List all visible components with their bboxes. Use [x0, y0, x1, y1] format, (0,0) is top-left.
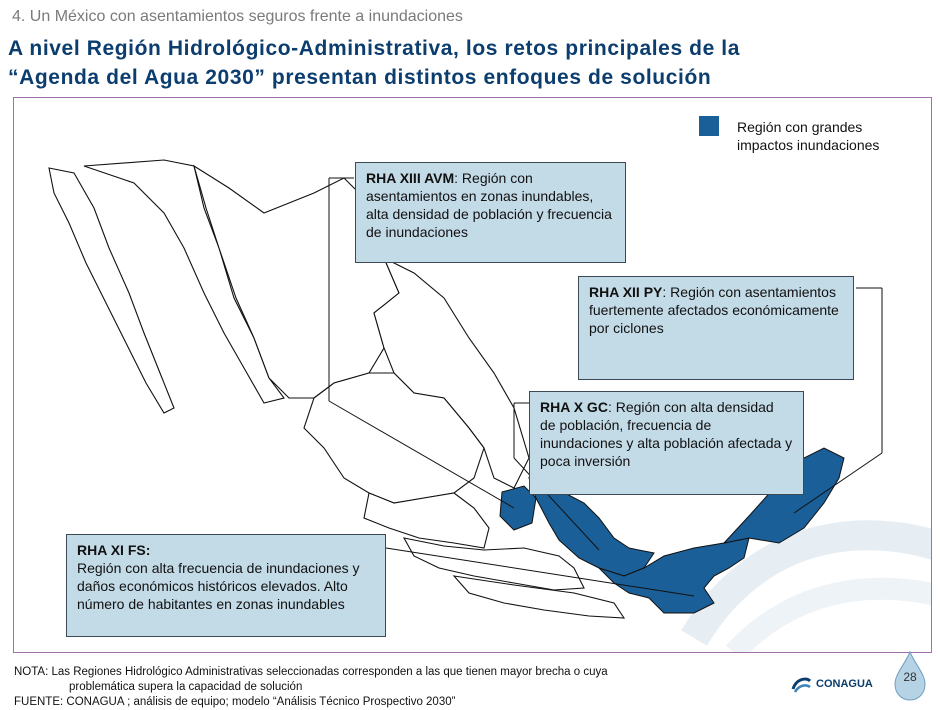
page-number: 28 — [903, 670, 917, 684]
conagua-logo — [790, 672, 873, 696]
footer-note-line-2: problemática supera la capacidad de solución — [69, 681, 303, 693]
callout-rha-xi-name: RHA XI FS: — [77, 542, 151, 558]
callout-rha-xiii-name: RHA XIII AVM — [366, 170, 455, 186]
section-header: 4. Un México con asentamientos seguros frente a inundaciones — [12, 8, 463, 25]
title-line-1: A nivel Región Hidrológico-Administrativa, los retos principales de la — [8, 37, 741, 60]
footer-note-line-1: NOTA: Las Regiones Hidrológico Administrativas seleccionadas corresponden a las que tienen mayor brecha o cuya — [14, 666, 608, 678]
footer-source: FUENTE: CONAGUA ; análisis de equipo; modelo “Análisis Técnico Prospectivo 2030” — [14, 696, 456, 708]
callout-rha-xii — [578, 276, 854, 380]
callout-rha-xi-text: Región con alta frecuencia de inundaciones y daños económicos históricos elevados. Alto número de habitantes en zonas inundables — [77, 560, 360, 612]
callout-rha-xii-text: : Región con asentamientos fuertemente afectados económicamente por ciclones — [589, 284, 839, 336]
callout-rha-xiii — [355, 162, 626, 263]
callout-rha-xii-name: RHA XII PY — [589, 284, 663, 300]
title-line-2: “Agenda del Agua 2030” presentan distintos enfoques de solución — [8, 66, 712, 89]
conagua-emblem-icon — [790, 673, 812, 695]
map-frame — [13, 97, 932, 653]
callout-rha-x-name: RHA X GC — [540, 399, 608, 415]
callout-rha-x — [529, 391, 804, 495]
callout-rha-x-text: : Región con alta densidad de población, frecuencia de inundaciones y alta población afectada y poca inversión — [540, 399, 793, 469]
legend-swatch — [699, 116, 719, 136]
legend-label: Región con grandes impactos inundaciones — [737, 119, 880, 153]
footer-notes — [14, 665, 734, 710]
conagua-logo-text: CONAGUA — [816, 678, 873, 690]
page-number-badge — [893, 650, 927, 702]
callout-rha-xiii-text: : Región con asentamientos en zonas inundables, alta densidad de población y frecuencia de inundaciones — [366, 170, 612, 240]
page-title — [8, 34, 928, 92]
callout-rha-xi — [66, 534, 386, 637]
